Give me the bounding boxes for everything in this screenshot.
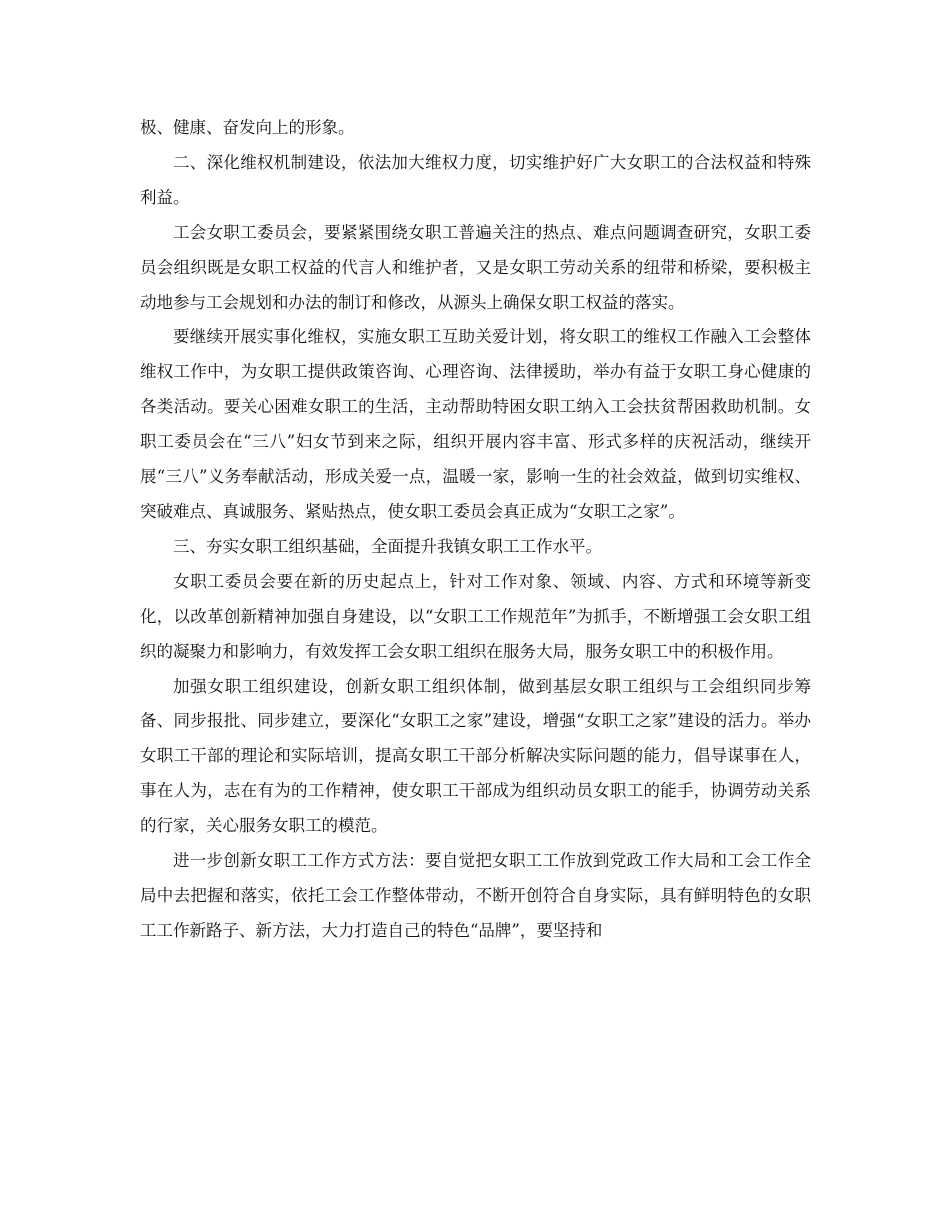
section-heading-2: 二、深化维权机制建设，依法加大维权力度，切实维护好广大女职工的合法权益和特殊利益。 (140, 152, 811, 207)
paragraph: 进一步创新女职工工作方式方法：要自觉把女职工工作放到党政工作大局和工会工作全局中去把握和落实，依托工会工作整体带动，不断开创符合自身实际，具有鲜明特色的女职工工作新路子、新方法，大力打造自己的特色“品牌”，要坚持和 (140, 851, 811, 940)
paragraph: 要继续开展实事化维权，实施女职工互助关爱计划，将女职工的维权工作融入工会整体维权工作中，为女职工提供政策咨询、心理咨询、法律援助，举办有益于女职工身心健康的各类活动。要关心困难女职工的生活，主动帮助特困女职工纳入工会扶贫帮困救助机制。女职工委员会在“三八”妇女节到来之际，组织开展内容丰富、形式多样的庆祝活动，继续开展“三八”义务奉献活动，形成关爱一点，温暖一家，影响一生的社会效益，做到切实维权、突破难点、真诚服务、紧贴热点，使女职工委员会真正成为“女职工之家”。 (140, 327, 811, 521)
paragraph: 加强女职工组织建设，创新女职工组织体制，做到基层女职工组织与工会组织同步筹备、同步报批、同步建立，要深化“女职工之家”建设，增强“女职工之家”建设的活力。举办女职工干部的理论和实际培训，提高女职工干部分析解决实际问题的能力，倡导谋事在人，事在人为，志在有为的工作精神，使女职工干部成为组织动员女职工的能手，协调劳动关系的行家，关心服务女职工的模范。 (140, 676, 811, 836)
paragraph: 女职工委员会要在新的历史起点上，针对工作对象、领域、内容、方式和环境等新变化，以改革创新精神加强自身建设，以“女职工工作规范年”为抓手，不断增强工会女职工组织的凝聚力和影响力，有效发挥工会女职工组织在服务大局，服务女职工中的积极作用。 (140, 571, 811, 661)
paragraph: 工会女职工委员会，要紧紧围绕女职工普遍关注的热点、难点问题调查研究，女职工委员会组织既是女职工权益的代言人和维护者，又是女职工劳动关系的纽带和桥梁，要积极主动地参与工会规划和办法的制订和修改，从源头上确保女职工权益的落实。 (140, 222, 811, 312)
paragraph-continuation: 极、健康、奋发向上的形象。 (140, 118, 355, 137)
section-heading-3: 三、夯实女职工组织基础，全面提升我镇女职工工作水平。 (173, 536, 602, 556)
document-body (140, 111, 811, 949)
